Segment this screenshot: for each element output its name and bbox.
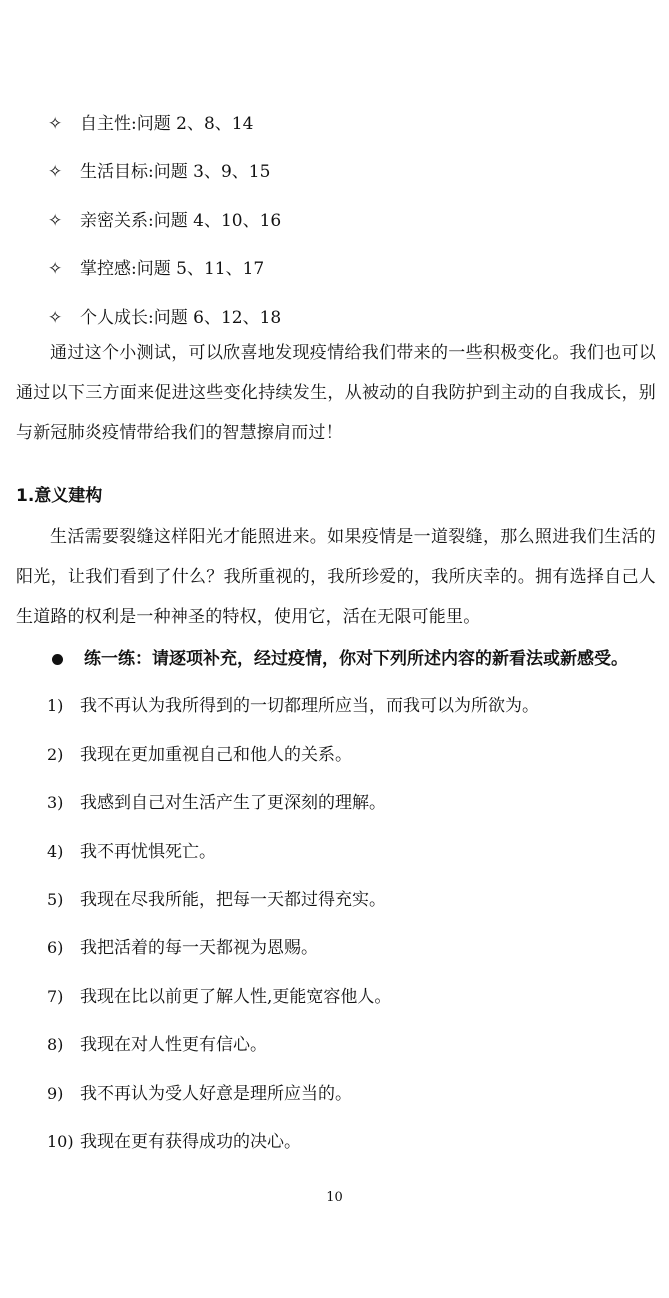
item-number: 5) [47,890,64,909]
item-number: 10) [47,1132,74,1151]
item-number: 2) [47,745,64,764]
exercise-item: 我现在更有获得成功的决心。 [80,1132,301,1152]
exercise-item: 我现在比以前更了解人性,更能宽容他人。 [80,987,392,1007]
section-heading: 1.意义建构 [16,486,103,506]
exercise-item: 我现在对人性更有信心。 [80,1035,267,1055]
dimension-item: 自主性:问题 2、8、14 [80,114,254,134]
intro-paragraph: 通过这个小测试，可以欣喜地发现疫情给我们带来的一些积极变化。我们也可以通过以下三方面来促进这些变化持续发生，从被动的自我防护到主动的自我成长，别与新冠肺炎疫情带给我们的智慧擦肩而过！ [16,343,656,443]
exercise-item: 我现在尽我所能，把每一天都过得充实。 [80,890,386,910]
item-number: 7) [47,987,64,1006]
dimension-item: 个人成长:问题 6、12、18 [80,308,282,328]
exercise-item: 我把活着的每一天都视为恩赐。 [80,938,318,958]
exercise-title: 练一练：请逐项补充，经过疫情，你对下列所述内容的新看法或新感受。 [84,649,628,669]
exercise-item: 我不再认为我所得到的一切都理所应当，而我可以为所欲为。 [80,696,539,716]
dimension-item: 生活目标:问题 3、9、15 [80,162,271,182]
diamond-bullet-icon: ✧ [48,114,63,134]
exercise-item: 我现在更加重视自己和他人的关系。 [80,745,352,765]
item-number: 3) [47,793,64,812]
black-dot-bullet-icon [52,654,63,665]
exercise-item: 我感到自己对生活产生了更深刻的理解。 [80,793,386,813]
item-number: 8) [47,1035,64,1054]
exercise-item: 我不再忧惧死亡。 [80,842,216,862]
item-number: 1) [47,696,64,715]
dimension-item: 亲密关系:问题 4、10、16 [80,211,282,231]
diamond-bullet-icon: ✧ [48,162,63,182]
section-paragraph: 生活需要裂缝这样阳光才能照进来。如果疫情是一道裂缝，那么照进我们生活的阳光，让我们看到了什么？我所重视的，我所珍爱的，我所庆幸的。拥有选择自己人生道路的权利是一种神圣的特权，使用它，活在无限可能里。 [16,527,656,627]
item-number: 6) [47,938,64,957]
dimension-item: 掌控感:问题 5、11、17 [80,259,265,279]
page-number: 10 [326,1190,343,1205]
diamond-bullet-icon: ✧ [48,259,63,279]
diamond-bullet-icon: ✧ [48,308,63,328]
item-number: 4) [47,842,64,861]
diamond-bullet-icon: ✧ [48,211,63,231]
item-number: 9) [47,1084,64,1103]
exercise-item: 我不再认为受人好意是理所应当的。 [80,1084,352,1104]
